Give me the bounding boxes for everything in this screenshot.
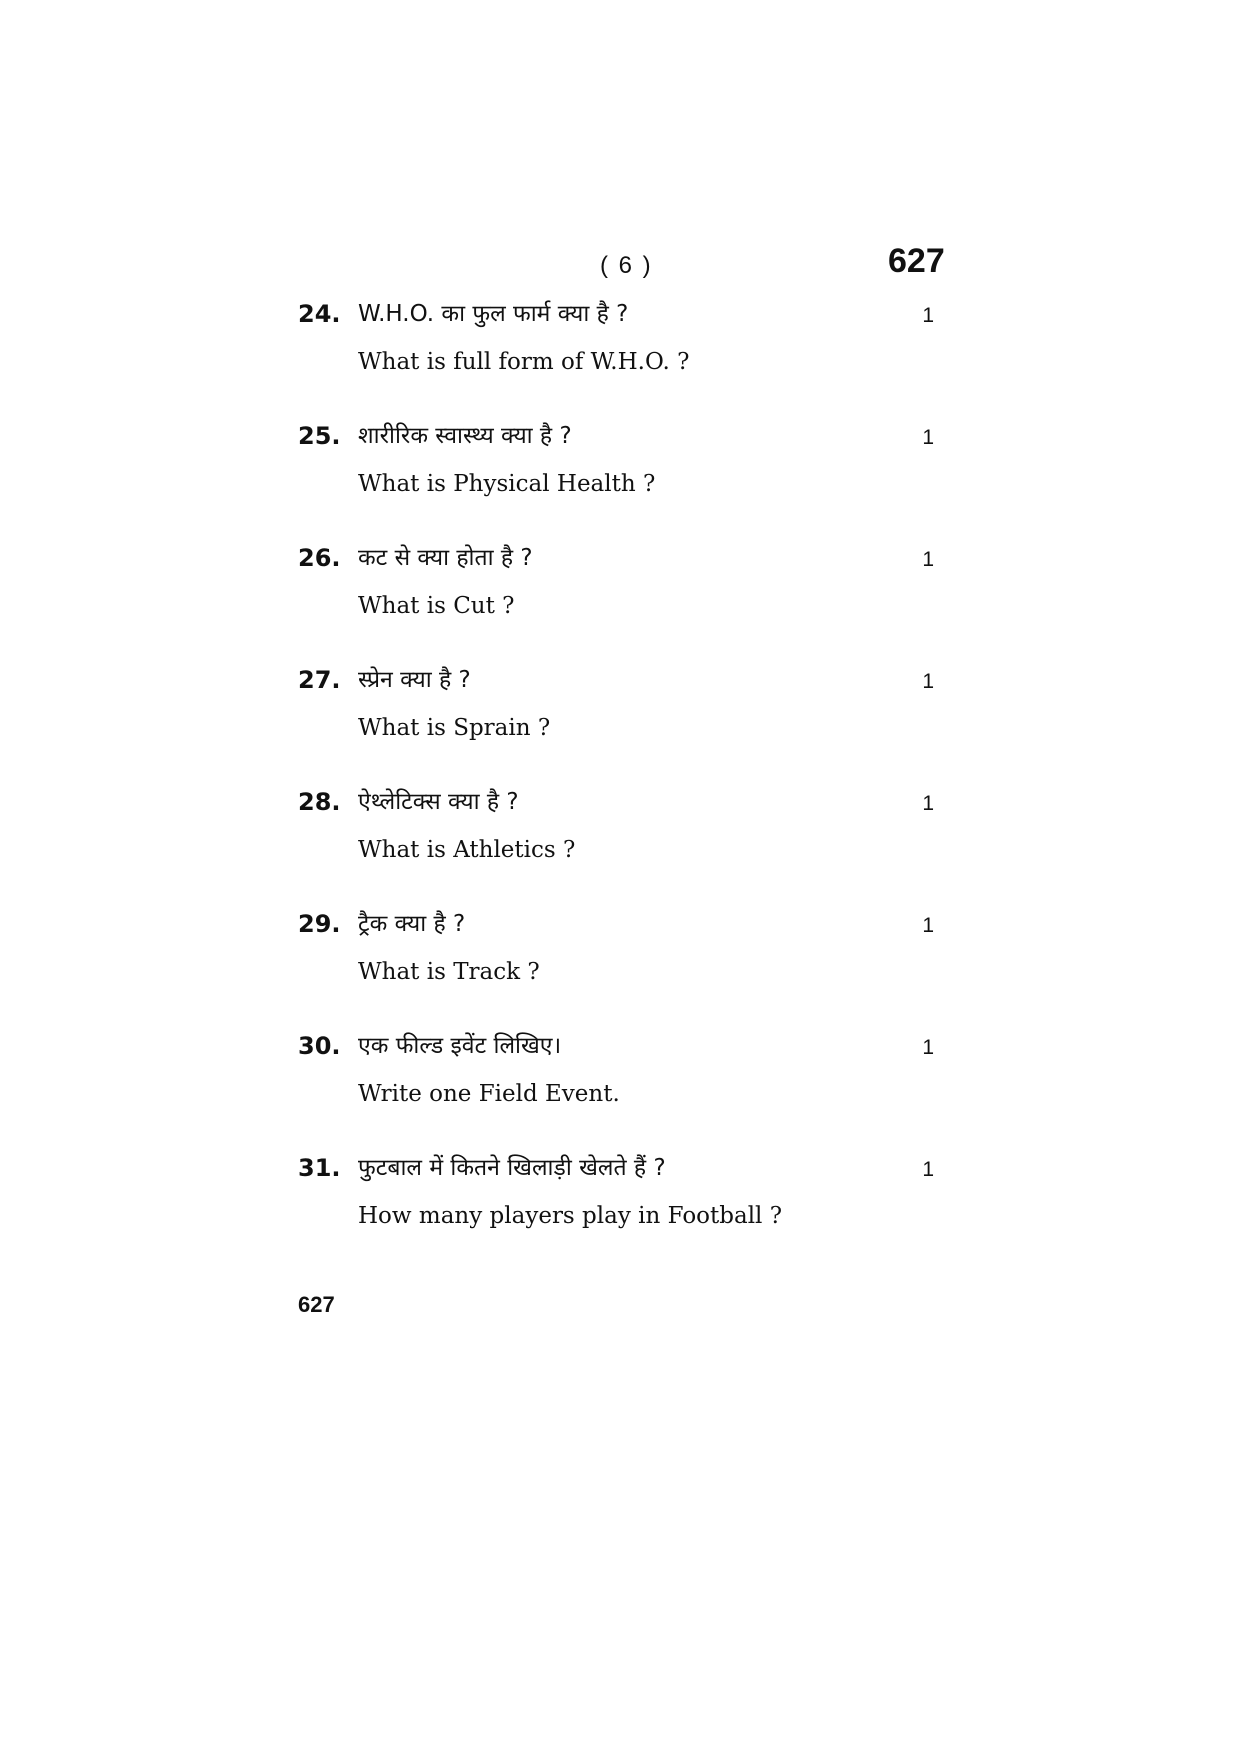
question-text-english: Write one Field Event. [358, 1081, 620, 1107]
question-number: 28. [298, 788, 341, 816]
question-number: 31. [298, 1154, 341, 1182]
paper-code-footer: 627 [298, 1292, 335, 1317]
question-text-english: What is Athletics ? [358, 837, 576, 863]
question-marks: 1 [922, 1158, 934, 1181]
question-25 [298, 420, 958, 542]
question-text-english: What is Track ? [358, 959, 540, 985]
question-marks: 1 [922, 1036, 934, 1059]
question-text-hindi: W.H.O. का फुल फार्म क्या है ? [358, 301, 629, 327]
question-text-hindi: ऐथ्लेटिक्स क्या है ? [358, 789, 519, 815]
question-text-hindi: ट्रैक क्या है ? [358, 911, 466, 937]
question-list [298, 298, 958, 1274]
question-text-english: What is Cut ? [358, 593, 515, 619]
question-text-english: What is full form of W.H.O. ? [358, 349, 690, 375]
question-24 [298, 298, 958, 420]
question-text-hindi: शारीरिक स्वास्थ्य क्या है ? [358, 423, 572, 449]
question-text-english: What is Physical Health ? [358, 471, 656, 497]
question-text-hindi: फुटबाल में कितने खिलाड़ी खेलते हैं ? [358, 1155, 666, 1181]
question-28 [298, 786, 958, 908]
question-number: 29. [298, 910, 341, 938]
page-number: ( 6 ) [600, 252, 653, 279]
question-text-english: How many players play in Football ? [358, 1203, 783, 1229]
question-31 [298, 1152, 958, 1274]
question-number: 24. [298, 300, 341, 328]
paper-code-header: 627 [888, 242, 945, 280]
question-text-hindi: कट से क्या होता है ? [358, 545, 533, 571]
question-number: 27. [298, 666, 341, 694]
question-text-hindi: एक फील्ड इवेंट लिखिए। [358, 1033, 562, 1059]
question-27 [298, 664, 958, 786]
question-marks: 1 [922, 792, 934, 815]
question-30 [298, 1030, 958, 1152]
question-26 [298, 542, 958, 664]
question-text-hindi: स्प्रेन क्या है ? [358, 667, 471, 693]
question-number: 30. [298, 1032, 341, 1060]
question-29 [298, 908, 958, 1030]
question-marks: 1 [922, 304, 934, 327]
question-text-english: What is Sprain ? [358, 715, 551, 741]
question-marks: 1 [922, 548, 934, 571]
question-marks: 1 [922, 426, 934, 449]
question-number: 26. [298, 544, 341, 572]
question-marks: 1 [922, 670, 934, 693]
question-marks: 1 [922, 914, 934, 937]
question-number: 25. [298, 422, 341, 450]
